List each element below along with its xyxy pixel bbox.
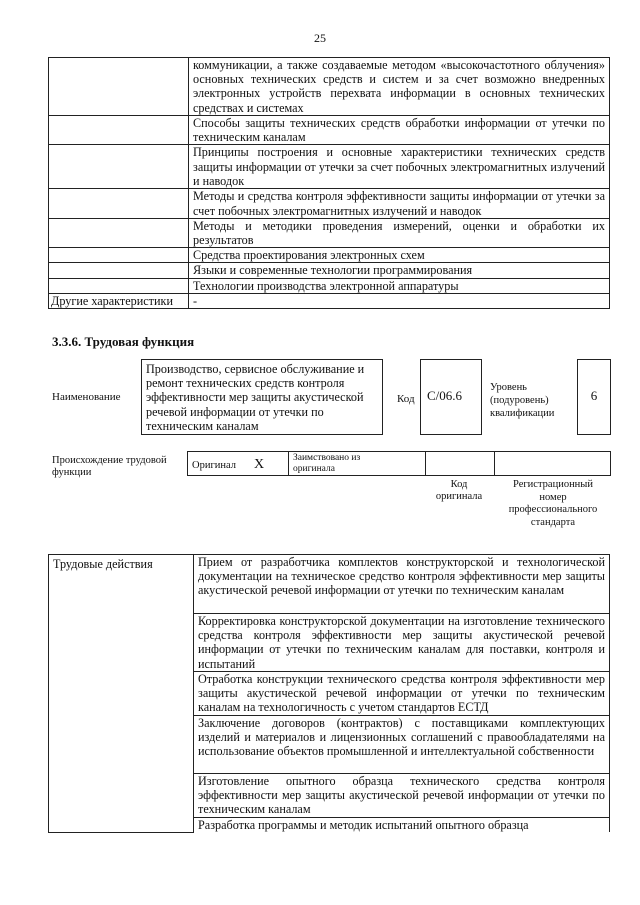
row-label xyxy=(49,189,189,218)
borrowed-cell xyxy=(289,452,426,476)
original-cell xyxy=(188,452,289,476)
level-label-line: Уровень xyxy=(490,382,527,393)
qualification-level-label xyxy=(490,381,554,420)
labor-actions-table xyxy=(48,554,610,833)
knowledge-table xyxy=(48,57,610,309)
function-name: Производство, сервисное обслуживание и ремонт технических средств контроля эффективности мер защиты акустической речевой информации от утечки по техническим каналам xyxy=(141,359,383,435)
row-text: Технологии производства электронной аппаратуры xyxy=(189,278,610,293)
registration-number-cell xyxy=(495,452,611,476)
row-label xyxy=(49,278,189,293)
origin-label-line: Происхождение трудовой xyxy=(52,455,167,466)
row-text: - xyxy=(189,293,610,308)
labor-action: Заключение договоров (контрактов) с поставщиками комплектующих изделий и материалов и лицензионных соглашений с правообладателями на использование объектов промышленной и интеллектуальной собственности xyxy=(194,716,610,774)
caption-line: Регистрационный xyxy=(513,479,593,490)
row-label xyxy=(49,248,189,263)
row-text: Методы и средства контроля эффективности защиты информации от утечки за счет побочных электромагнитных излучений и наводок xyxy=(189,189,610,218)
original-code-label xyxy=(425,479,493,503)
row-text: Средства проектирования электронных схем xyxy=(189,248,610,263)
caption-line: Код xyxy=(450,479,468,490)
row-label xyxy=(49,218,189,247)
level-label-line: (подуровень) xyxy=(490,395,549,406)
table-row xyxy=(188,452,611,476)
qualification-level: 6 xyxy=(577,359,611,435)
section-title: 3.3.6. Трудовая функция xyxy=(52,334,195,349)
table-row xyxy=(49,278,610,293)
caption-line: оригинала xyxy=(435,491,483,502)
table-row xyxy=(49,58,610,116)
name-label: Наименование xyxy=(52,391,121,403)
row-label xyxy=(49,145,189,189)
labor-action: Разработка программы и методик испытаний опытного образца xyxy=(194,818,610,833)
original-code-cell xyxy=(426,452,495,476)
table-row xyxy=(49,293,610,308)
code-label: Код xyxy=(397,393,415,405)
origin-table xyxy=(187,451,611,476)
row-label xyxy=(49,58,189,116)
labor-action: Отработка конструкции технического средства контроля эффективности мер защиты акустической речевой информации от утечки по техническим каналам на технологичность с учетом стандартов ЕСТД xyxy=(194,672,610,716)
row-text: Способы защиты технических средств обработки информации от утечки по техническим каналам xyxy=(189,116,610,145)
table-row xyxy=(49,263,610,278)
labor-actions-label: Трудовые действия xyxy=(49,555,194,833)
row-text: Языки и современные технологии программирования xyxy=(189,263,610,278)
row-text: Принципы построения и основные характеристики технических средств защиты информации от утечки за счет побочных электромагнитных излучений и наводок xyxy=(189,145,610,189)
table-row xyxy=(49,189,610,218)
row-label: Другие характеристики xyxy=(49,293,189,308)
table-row xyxy=(49,218,610,247)
caption-line: стандарта xyxy=(530,516,576,528)
page-number: 25 xyxy=(314,31,326,45)
origin-label-line: функции xyxy=(52,467,92,478)
table-row xyxy=(49,116,610,145)
table-row xyxy=(49,555,610,614)
function-code: С/06.6 xyxy=(420,359,482,435)
caption-line: номер xyxy=(539,491,567,503)
original-mark: X xyxy=(254,456,265,472)
original-text: Оригинал xyxy=(192,459,236,471)
row-text: коммуникации, а также создаваемые методом «высокочастотного облучения» основных технических средств и систем и за счет возможно внедренных электронных устройств перехвата информации в основных технических средствах и системах xyxy=(189,58,610,116)
table-row xyxy=(49,145,610,189)
registration-number-label xyxy=(495,479,611,529)
labor-action: Корректировка конструкторской документации на изготовление технического средства контроля эффективности мер защиты акустической речевой информации от утечки по техническим каналам для поставки, контроля и испытаний xyxy=(194,614,610,672)
origin-label xyxy=(52,455,167,479)
labor-action: Изготовление опытного образца технического средства контроля эффективности мер защиты акустической речевой информации от утечки по техническим каналам xyxy=(194,774,610,818)
caption-line: профессионального xyxy=(508,504,598,515)
table-row xyxy=(49,248,610,263)
labor-action: Прием от разработчика комплектов конструкторской и технологической документации на техническое средство контроля эффективности мер защиты акустической речевой информации от утечки по техническим каналам xyxy=(194,555,610,614)
borrowed-text: Заимствовано из xyxy=(293,452,361,463)
row-text: Методы и методики проведения измерений, оценки и обработки их результатов xyxy=(189,218,610,247)
row-label xyxy=(49,116,189,145)
level-label-line: квалификации xyxy=(490,408,555,419)
row-label xyxy=(49,263,189,278)
borrowed-text: оригинала xyxy=(293,463,335,474)
